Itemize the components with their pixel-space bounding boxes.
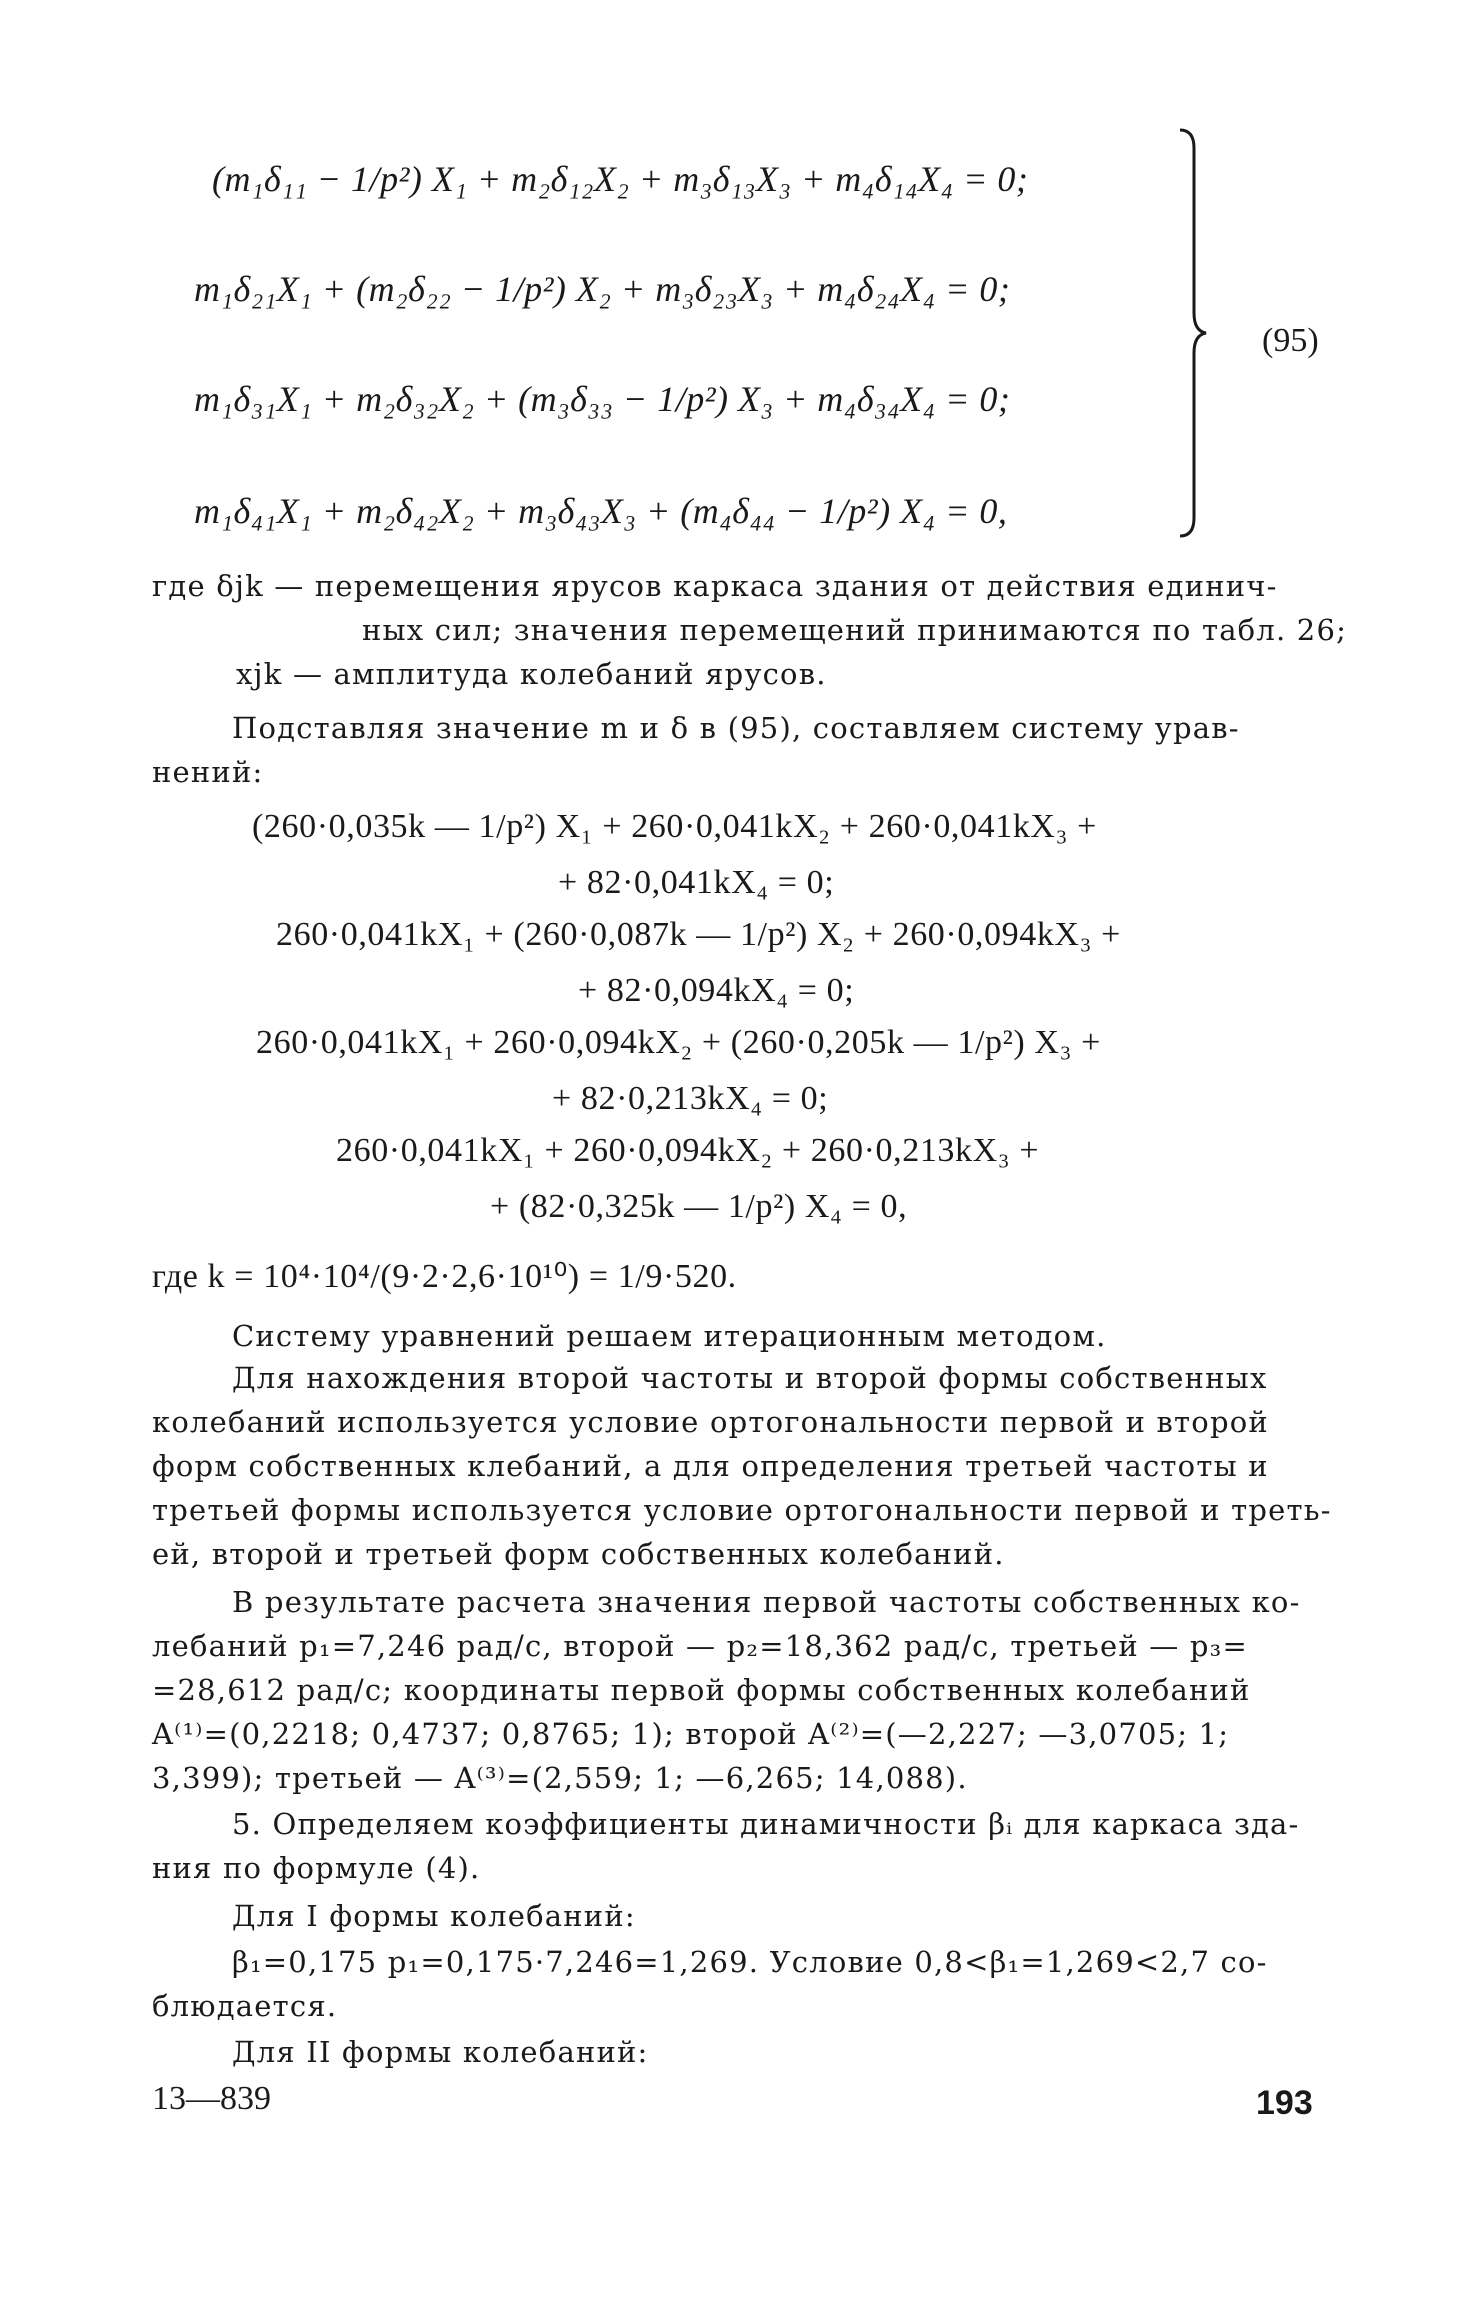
equation-line-4: m₁δ₄₁X₁ + m₂δ₄₂X₂ + m₃δ₄₃X₃ + (m₄δ₄₄ − 1/p²) X₄ = 0,: [194, 491, 1008, 531]
paragraph-4-line-2: ния по формуле (4).: [152, 1851, 481, 1885]
paragraph-2-line-1: Для нахождения второй частоты и второй формы собственных: [232, 1361, 1268, 1395]
definition-line-3: xjk — амплитуда колебаний ярусов.: [236, 657, 827, 691]
equation-line-2: m₁δ₂₁X₁ + (m₂δ₂₂ − 1/p²) X₂ + m₃δ₂₃X₃ + m₄δ₂₄X₄ = 0;: [194, 269, 1011, 309]
numeric-line-2: + 82·0,041kX₄ = 0;: [558, 864, 835, 901]
paragraph-2-line-5: ей, второй и третьей форм собственных колебаний.: [152, 1537, 1005, 1571]
paragraph-3-line-2: лебаний p₁=7,246 рад/с, второй — p₂=18,362 рад/с, третьей — p₃=: [152, 1629, 1248, 1663]
paragraph-6-line-1: β₁=0,175 p₁=0,175·7,246=1,269. Условие 0,8<β₁=1,269<2,7 со-: [232, 1945, 1268, 1979]
right-brace: [1176, 128, 1210, 538]
page-number: 193: [1256, 2084, 1313, 2122]
numeric-line-4: + 82·0,094kX₄ = 0;: [578, 972, 855, 1009]
intro-line-2: нений:: [152, 755, 264, 789]
numeric-line-5: 260·0,041kX₁ + 260·0,094kX₂ + (260·0,205k — 1/p²) X₃ +: [256, 1024, 1101, 1061]
paragraph-7-line-1: Для II формы колебаний:: [232, 2035, 649, 2069]
definition-line-2: ных сил; значения перемещений принимаются по табл. 26;: [362, 613, 1348, 647]
paragraph-2-line-4: третьей формы используется условие ортогональности первой и треть-: [152, 1493, 1332, 1527]
paragraph-3-line-3: =28,612 рад/с; координаты первой формы собственных колебаний: [152, 1673, 1251, 1707]
equation-line-1: (m₁δ₁₁ − 1/p²) X₁ + m₂δ₁₂X₂ + m₃δ₁₃X₃ + m₄δ₁₄X₄ = 0;: [212, 159, 1029, 199]
numeric-line-8: + (82·0,325k — 1/p²) X₄ = 0,: [490, 1188, 908, 1225]
paragraph-6-line-2: блюдается.: [152, 1989, 338, 2023]
paragraph-4-line-1: 5. Определяем коэффициенты динамичности βᵢ для каркаса зда-: [232, 1807, 1300, 1841]
intro-line-1: Подставляя значение m и δ в (95), составляем систему урав-: [232, 711, 1240, 745]
paragraph-3-line-1: В результате расчета значения первой частоты собственных ко-: [232, 1585, 1301, 1619]
paragraph-2-line-2: колебаний используется условие ортогональности первой и второй: [152, 1405, 1269, 1439]
numeric-line-6: + 82·0,213kX₄ = 0;: [552, 1080, 829, 1117]
definition-line-1: где δjk — перемещения ярусов каркаса здания от действия единич-: [152, 569, 1278, 603]
numeric-line-1: (260·0,035k — 1/p²) X₁ + 260·0,041kX₂ + 260·0,041kX₃ +: [252, 808, 1097, 845]
k-definition: где k = 10⁴·10⁴/(9·2·2,6·10¹⁰) = 1/9·520.: [152, 1258, 737, 1295]
paragraph-3-line-5: 3,399); третьей — A⁽³⁾=(2,559; 1; —6,265; 14,088).: [152, 1761, 968, 1795]
equation-line-3: m₁δ₃₁X₁ + m₂δ₃₂X₂ + (m₃δ₃₃ − 1/p²) X₃ + m₄δ₃₄X₄ = 0;: [194, 379, 1011, 419]
paragraph-5-line-1: Для I формы колебаний:: [232, 1899, 636, 1933]
printer-signature: 13—839: [152, 2080, 271, 2117]
numeric-line-3: 260·0,041kX₁ + (260·0,087k — 1/p²) X₂ + 260·0,094kX₃ +: [276, 916, 1121, 953]
paragraph-2-line-3: форм собственных клебаний, а для определения третьей частоты и: [152, 1449, 1269, 1483]
paragraph-3-line-4: A⁽¹⁾=(0,2218; 0,4737; 0,8765; 1); второй A⁽²⁾=(—2,227; —3,0705; 1;: [152, 1717, 1230, 1751]
equation-number: (95): [1262, 322, 1319, 359]
paragraph-1-line-1: Систему уравнений решаем итерационным методом.: [232, 1319, 1107, 1353]
numeric-line-7: 260·0,041kX₁ + 260·0,094kX₂ + 260·0,213kX₃ +: [336, 1132, 1040, 1169]
